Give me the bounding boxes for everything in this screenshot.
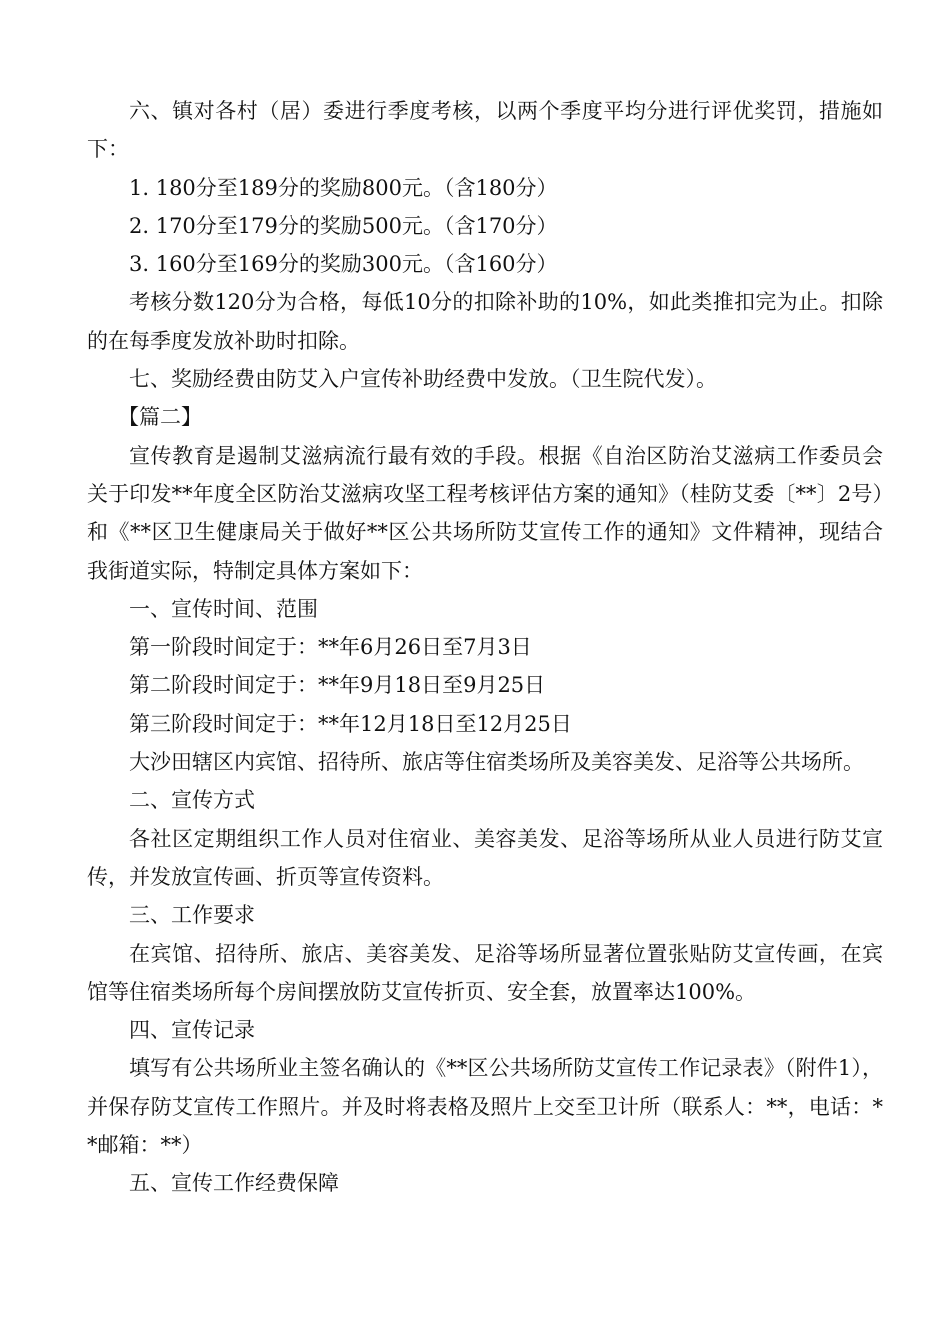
paragraph-records: 填写有公共场所业主签名确认的《**区公共场所防艾宣传工作记录表》（附件1），并保存防艾宣传工作照片。并及时将表格及照片上交至卫计所（联系人：**，电话：**邮箱：**）: [87, 1056, 883, 1158]
heading-funding: 五、宣传工作经费保障: [129, 1171, 339, 1196]
heading-requirements: 三、工作要求: [129, 903, 255, 928]
paragraph-section-six: 六、镇对各村（居）委进行季度考核，以两个季度平均分进行评优奖罚，措施如下：: [87, 99, 883, 162]
paragraph-reward-3: 3. 160分至169分的奖励300元。（含160分）: [129, 252, 558, 277]
document-body: [87, 92, 883, 1203]
paragraph-phase-3: 第三阶段时间定于：**年12月18日至12月25日: [129, 711, 572, 736]
heading-time-scope: 一、宣传时间、范围: [129, 596, 318, 621]
paragraph-requirements: 在宾馆、招待所、旅店、美容美发、足浴等场所显著位置张贴防艾宣传画，在宾馆等住宿类场所每个房间摆放防艾宣传折页、安全套，放置率达100%。: [87, 941, 883, 1004]
paragraph-section-seven: 七、奖励经费由防艾入户宣传补助经费中发放。（卫生院代发）。: [129, 367, 717, 392]
paragraph-reward-1: 1. 180分至189分的奖励800元。（含180分）: [129, 175, 558, 200]
paragraph-phase-2: 第二阶段时间定于：**年9月18日至9月25日: [129, 673, 546, 698]
chapter-heading: 【篇二】: [118, 405, 202, 430]
heading-method: 二、宣传方式: [129, 788, 255, 813]
paragraph-assessment-score: 考核分数120分为合格，每低10分的扣除补助的10%，如此类推扣完为止。扣除的在每季度发放补助时扣除。: [87, 290, 883, 353]
paragraph-introduction: 宣传教育是遏制艾滋病流行最有效的手段。根据《自治区防治艾滋病工作委员会关于印发**年度全区防治艾滋病攻坚工程考核评估方案的通知》（桂防艾委〔**〕2号）和《**区卫生健康局关于做好**区公共场所防艾宣传工作的通知》文件精神，现结合我街道实际，特制定具体方案如下：: [87, 443, 883, 583]
heading-records: 四、宣传记录: [129, 1018, 255, 1043]
paragraph-scope: 大沙田辖区内宾馆、招待所、旅店等住宿类场所及美容美发、足浴等公共场所。: [129, 750, 864, 775]
paragraph-method: 各社区定期组织工作人员对住宿业、美容美发、足浴等场所从业人员进行防艾宣传，并发放宣传画、折页等宣传资料。: [87, 826, 883, 889]
paragraph-phase-1: 第一阶段时间定于：**年6月26日至7月3日: [129, 635, 532, 660]
paragraph-reward-2: 2. 170分至179分的奖励500元。（含170分）: [129, 213, 558, 238]
